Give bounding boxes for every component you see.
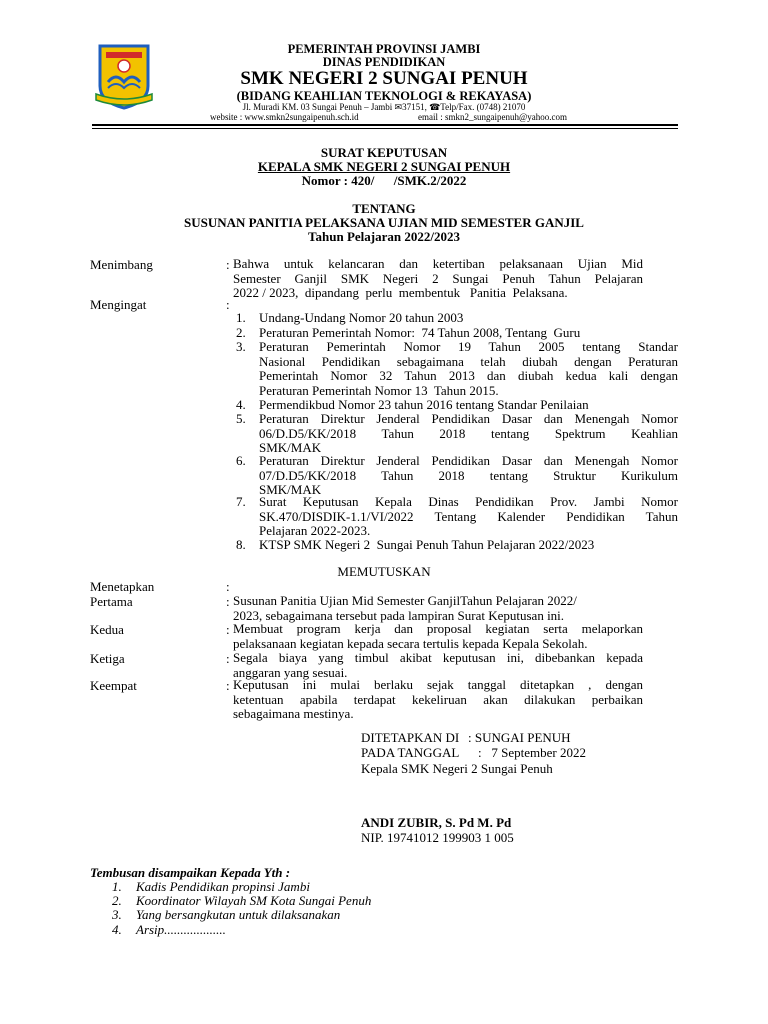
school-email: email : smkn2_sungaipenuh@yahoo.com (418, 112, 568, 122)
signatory-nip: NIP. 19741012 199903 1 005 (361, 830, 514, 845)
academic-year: Tahun Pelajaran 2022/2023 (308, 229, 460, 244)
signature-date-label: PADA TANGGAL (361, 745, 460, 760)
recalling-label: Mengingat (90, 297, 147, 312)
copy-item-number: 4. (112, 922, 122, 937)
signature-position: Kepala SMK Negeri 2 Sungai Penuh (361, 761, 553, 776)
recalling-item-line: Undang-Undang Nomor 20 tahun 2003 (259, 310, 464, 325)
agency-name: DINAS PENDIDIKAN (322, 55, 446, 69)
decision-colon: : (226, 651, 230, 666)
signature-date-value: : 7 September 2022 (478, 745, 586, 760)
recalling-item-line: 07/D.D5/KK/2018 Tahun 2018 tentang Struktur Kurikulum (259, 467, 678, 483)
recalling-item-number: 2. (236, 325, 246, 340)
recalling-item-number: 6. (236, 453, 246, 468)
decision-line: sebagaimana mestinya. (233, 706, 354, 721)
school-website: website : www.smkn2sungaipenuh.sch.id (210, 112, 359, 122)
decision-line: anggaran yang sesuai. (233, 664, 348, 680)
copy-item-text: Koordinator Wilayah SM Kota Sungai Penuh (136, 893, 372, 908)
decision-line: Segala biaya yang timbul akibat keputusan ini, dibebankan kepada (233, 650, 643, 665)
copy-item-number: 3. (112, 907, 122, 922)
recalling-item-line: Peraturan Direktur Jenderal Pendidikan Dasar dan Menengah Nomor (259, 453, 678, 468)
recalling-colon: : (226, 297, 230, 312)
recalling-item-line: KTSP SMK Negeri 2 Sungai Penuh Tahun Pelajaran 2022/2023 (259, 537, 595, 552)
considering-line: Semester Ganjil SMK Negeri 2 Sungai Penuh Tahun Pelajaran (233, 270, 643, 286)
document-subject: SUSUNAN PANITIA PELAKSANA UJIAN MID SEMESTER GANJIL (184, 215, 584, 230)
recalling-item-line: Peraturan Pemerintah Nomor 13 Tahun 2015. (259, 382, 499, 398)
recalling-item-line: 06/D.D5/KK/2018 Tahun 2018 tentang Spektrum Keahlian (259, 425, 678, 441)
recalling-item-line: Permendikbud Nomor 23 tahun 2016 tentang Standar Penilaian (259, 397, 589, 412)
decision-label: Kedua (90, 622, 124, 637)
recalling-item-line: Surat Keputusan Kepala Dinas Pendidikan Prov. Jambi Nomor (259, 494, 678, 509)
recalling-item-number: 4. (236, 397, 246, 412)
recalling-item-line: SMK/MAK (259, 482, 322, 497)
decision-colon: : (226, 579, 230, 594)
recalling-item-line: Peraturan Direktur Jenderal Pendidikan Dasar dan Menengah Nomor (259, 411, 678, 426)
recalling-item-line: SMK/MAK (259, 440, 322, 455)
recalling-item-line: Peraturan Pemerintah Nomor: 74 Tahun 2008, Tentang Guru (259, 325, 581, 340)
decision-colon: : (226, 678, 230, 693)
considering-colon: : (226, 257, 230, 272)
recalling-item-number: 5. (236, 411, 246, 426)
document-type: SURAT KEPUTUSAN (320, 145, 448, 160)
recalling-item-line: Nasional Pendidikan sebagaimana telah diubah dengan Peraturan (259, 353, 678, 369)
copy-item-text: Kadis Pendidikan propinsi Jambi (136, 879, 310, 894)
letterhead-divider (92, 124, 678, 126)
about-heading: TENTANG (352, 201, 416, 216)
copy-item-number: 1. (112, 879, 122, 894)
decision-label: Pertama (90, 594, 133, 609)
considering-label: Menimbang (90, 257, 153, 272)
recalling-item-number: 7. (236, 494, 246, 509)
decision-line: Keputusan ini mulai berlaku sejak tanggal ditetapkan , dengan (233, 677, 643, 692)
recalling-item-number: 3. (236, 339, 246, 354)
decision-colon: : (226, 594, 230, 609)
copy-item-text: Yang bersangkutan untuk dilaksanakan (136, 907, 341, 922)
recalling-item-line: SK.470/DISDIK-1.1/VI/2022 Tentang Kalender Pendidikan Tahun (259, 508, 678, 524)
school-name: SMK NEGERI 2 SUNGAI PENUH (240, 68, 528, 89)
decide-heading: MEMUTUSKAN (337, 564, 431, 579)
recalling-item-number: 8. (236, 537, 246, 552)
considering-text (233, 257, 643, 301)
recalling-item-line: Peraturan Pemerintah Nomor 19 Tahun 2005 tentang Standar (259, 339, 678, 354)
field-of-expertise: (BIDANG KEAHLIAN TEKNOLOGI & REKAYASA) (236, 89, 532, 103)
letterhead-divider-thin (92, 128, 678, 129)
document-number: Nomor : 420/ /SMK.2/2022 (301, 173, 467, 188)
government-name: PEMERINTAH PROVINSI JAMBI (287, 42, 481, 56)
copy-item-number: 2. (112, 893, 122, 908)
decision-line: Susunan Panitia Ujian Mid Semester GanjilTahun Pelajaran 2022/ (233, 593, 577, 608)
decision-line: ketentuan apabila terdapat kekeliruan akan dilakukan perbaikan (233, 691, 643, 707)
decision-line: Membuat program kerja dan proposal kegiatan serta melaporkan (233, 621, 643, 636)
considering-line: Bahwa untuk kelancaran dan ketertiban pelaksanaan Ujian Mid (233, 256, 643, 271)
school-address: Jl. Muradi KM. 03 Sungai Penuh – Jambi ✉37151, ☎Telp/Fax. (0748) 21070 (242, 102, 526, 112)
recalling-item-number: 1. (236, 310, 246, 325)
decision-line: pelaksanaan kegiatan kepada secara tertulis kepada Kepala Sekolah. (233, 635, 588, 651)
signature-place-value: : SUNGAI PENUH (468, 730, 571, 745)
copies-heading: Tembusan disampaikan Kepada Yth : (90, 865, 291, 880)
recalling-item-line: Pemerintah Nomor 32 Tahun 2013 dan diubah kedua kali dengan (259, 368, 678, 383)
recalling-item-line: Pelajaran 2022-2023. (259, 523, 371, 538)
considering-line: 2022 / 2023, dipandang perlu membentuk Panitia Pelaksana. (233, 285, 568, 300)
decision-label: Ketiga (90, 651, 125, 666)
decision-colon: : (226, 622, 230, 637)
decision-label: Menetapkan (90, 579, 155, 594)
signature-place-label: DITETAPKAN DI (361, 730, 460, 745)
decision-line: 2023, sebagaimana tersebut pada lampiran Surat Keputusan ini. (233, 607, 565, 623)
document-issuer: KEPALA SMK NEGERI 2 SUNGAI PENUH (257, 159, 511, 174)
copy-item-text: Arsip................... (136, 922, 226, 937)
signatory-name: ANDI ZUBIR, S. Pd M. Pd (361, 815, 512, 830)
decision-label: Keempat (90, 678, 137, 693)
